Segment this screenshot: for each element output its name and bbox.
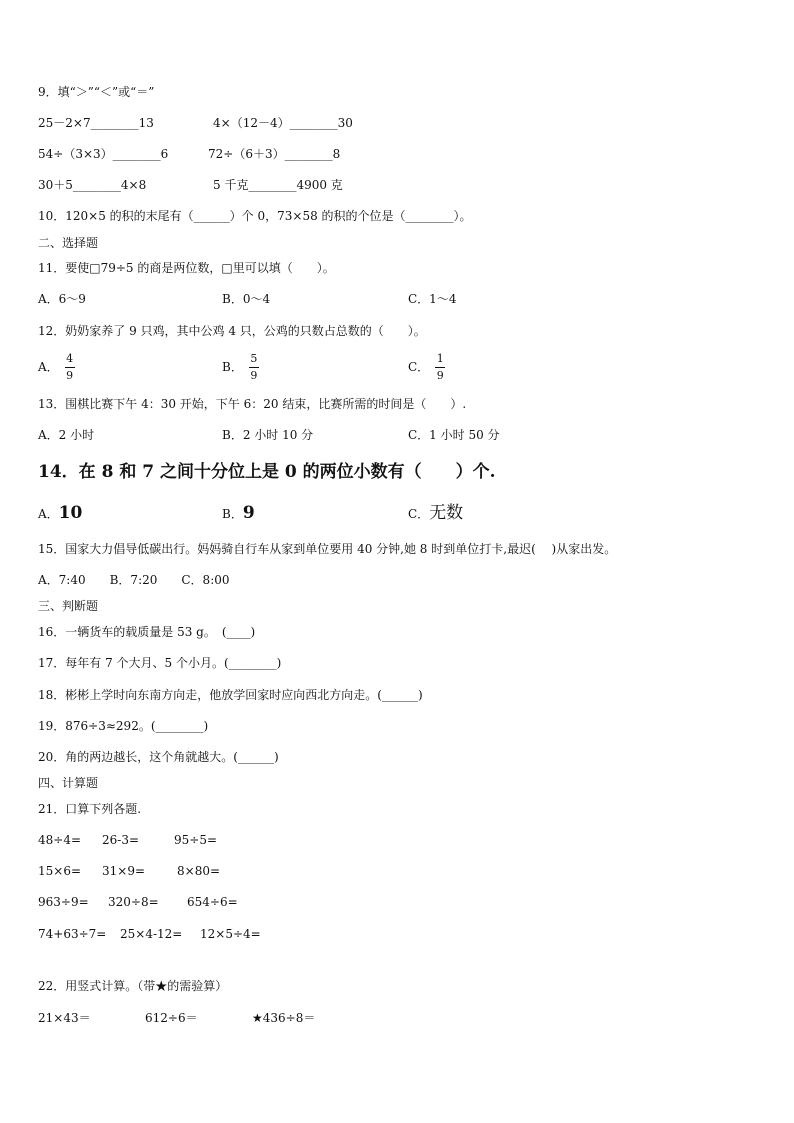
q22-title: 22．用竖式计算。（带★的需验算） (38, 979, 228, 993)
q12-option-c-numerator: 1 (436, 352, 444, 365)
q9-row1-left: 25－2×7________13 (38, 116, 154, 130)
q9-row2-left: 54÷（3×3）________6 (38, 147, 169, 161)
q12-option-a-numerator: 4 (66, 352, 74, 365)
q20-text: 20．角的两边越长，这个角就越大。(______) (38, 750, 279, 764)
q21-item: 12×5÷4= (200, 927, 261, 941)
q14-option-b-value: 9 (242, 503, 255, 523)
q22-item: 612÷6＝ (145, 1011, 198, 1025)
q14-option-a (38, 502, 82, 525)
q18-text: 18．彬彬上学时向东南方向走，他放学回家时应向西北方向走。(______) (38, 688, 423, 702)
q12-option-a-denominator: 9 (66, 369, 74, 382)
q14-option-c-label: C． (408, 507, 430, 521)
q12-option-c (408, 350, 445, 384)
section-choice-heading: 二、选择题 (38, 236, 99, 250)
q21-item: 25×4-12= (120, 927, 183, 941)
q15-options: A．7:40 B．7:20 C．8:00 (38, 573, 230, 587)
q12-text: 12．奶奶家养了 9 只鸡，其中公鸡 4 只，公鸡的只数占总数的（ ）。 (38, 324, 426, 338)
q12-option-b (222, 350, 259, 384)
q22-item: 21×43＝ (38, 1011, 91, 1025)
q21-item: 48÷4= (38, 833, 82, 847)
q14-option-a-value: 10 (58, 503, 83, 523)
q13-option-c: C．1 小时 50 分 (408, 428, 500, 442)
q13-option-b: B．2 小时 10 分 (222, 428, 314, 442)
q11-text: 11．要使□79÷5 的商是两位数，□里可以填（ ）。 (38, 261, 335, 275)
q12-option-a-label: A． (38, 360, 59, 374)
q14-option-c (408, 502, 463, 525)
q17-text: 17．每年有 7 个大月、5 个小月。(________) (38, 656, 282, 670)
q21-item: 31×9= (102, 864, 146, 878)
q11-option-b: B．0～4 (222, 292, 271, 306)
q14-option-a-label: A． (38, 507, 59, 521)
q9-row3-right: 5 千克________4900 克 (213, 178, 343, 192)
q14-option-c-value: 无数 (429, 503, 464, 523)
q12-option-a-fraction (65, 353, 75, 382)
q14-option-b-label: B． (222, 507, 243, 521)
q12-option-c-label: C． (408, 360, 430, 374)
q13-text: 13．围棋比赛下午 4：30 开始，下午 6：20 结束，比赛所需的时间是（ ）. (38, 397, 467, 411)
q9-row3-left: 30＋5________4×8 (38, 178, 147, 192)
section-judge-heading: 三、判断题 (38, 599, 99, 613)
q12-option-b-fraction (249, 353, 259, 382)
section-calc-heading: 四、计算题 (38, 776, 99, 790)
q14-option-b (222, 502, 255, 525)
q9-title: 9．填“＞”“＜”或“＝” (38, 85, 155, 99)
q15-text: 15．国家大力倡导低碳出行。妈妈骑自行车从家到单位要用 40 分钟,她 8 时到单位打卡,最迟( )从家出发。 (38, 542, 617, 556)
q21-item: 320÷8= (108, 895, 159, 909)
q11-option-c: C．1～4 (408, 292, 457, 306)
q12-option-b-denominator: 9 (250, 369, 258, 382)
q21-item: 15×6= (38, 864, 82, 878)
q9-row2-right: 72÷（6＋3）________8 (208, 147, 341, 161)
q21-item: 654÷6= (187, 895, 238, 909)
q21-item: 26-3= (102, 833, 140, 847)
q21-item: 95÷5= (174, 833, 218, 847)
q12-option-b-numerator: 5 (250, 352, 258, 365)
q12-option-c-denominator: 9 (436, 369, 444, 382)
q10-text: 10．120×5 的积的末尾有（______）个 0，73×58 的积的个位是（________）。 (38, 209, 472, 223)
q11-option-a: A．6～9 (38, 292, 86, 306)
q13-option-a: A．2 小时 (38, 428, 95, 442)
q9-row1-right: 4×（12－4）________30 (213, 116, 353, 130)
q19-text: 19．876÷3≈292。(________) (38, 719, 209, 733)
q12-option-b-label: B． (222, 360, 243, 374)
q22-item: ★436÷8＝ (252, 1011, 316, 1025)
q21-item: 8×80= (177, 864, 221, 878)
q16-text: 16．一辆货车的载质量是 53 g。 (____) (38, 625, 256, 639)
q14-text: 14．在 8 和 7 之间十分位上是 0 的两位小数有（ ）个. (38, 462, 496, 482)
q21-item: 963÷9= (38, 895, 89, 909)
q21-item: 74+63÷7= (38, 927, 107, 941)
q12-option-c-fraction (435, 353, 445, 382)
q21-title: 21．口算下列各题. (38, 802, 142, 816)
q12-option-a (38, 350, 75, 384)
